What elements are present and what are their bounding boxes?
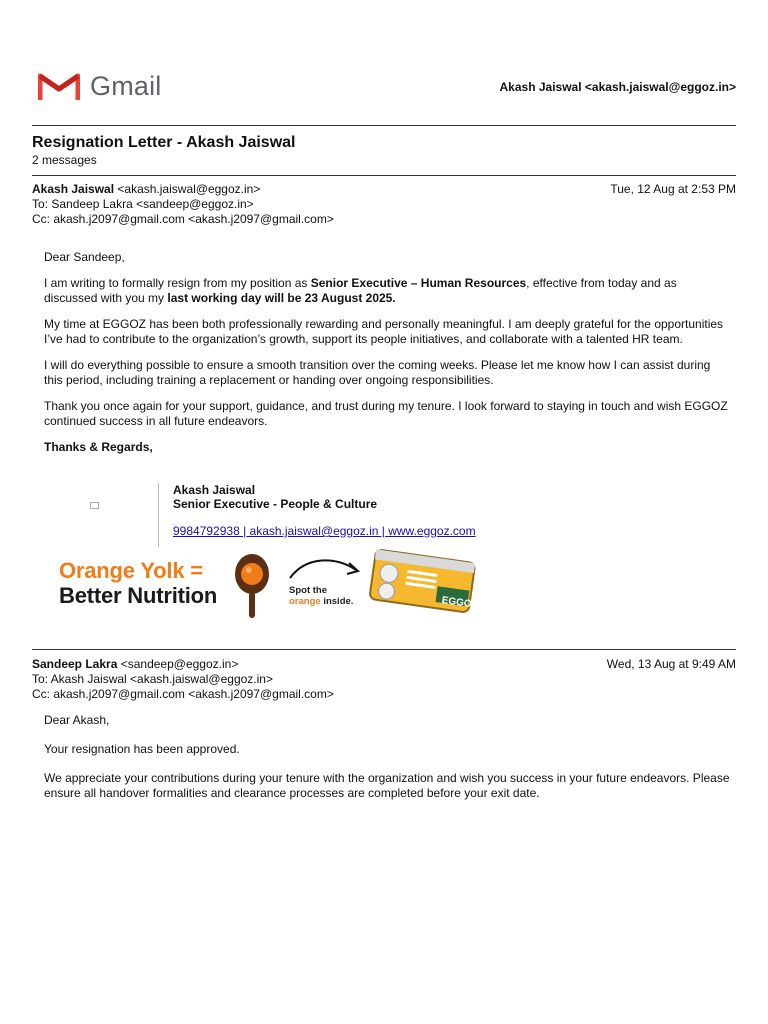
thread-message-count: 2 messages	[32, 153, 97, 167]
paragraph: Thank you once again for your support, guidance, and trust during my tenure. I look forward to staying in touch and wish EGGOZ continued success in all future endeavors.	[44, 399, 728, 428]
paragraph: My time at EGGOZ has been both professionally rewarding and personally meaningful. I am deeply grateful for the opportunities I’ve had to contribute to the organization’s growth, support its people initiatives, and collaborate with a talented HR team.	[44, 317, 724, 346]
to-line: To: Sandeep Lakra <sandeep@eggoz.in>	[32, 197, 254, 211]
sender-name: Sandeep Lakra	[32, 657, 118, 671]
sender-name: Akash Jaiswal	[32, 182, 115, 196]
gmail-header	[32, 66, 736, 110]
egg-carton-icon	[366, 548, 478, 618]
sender-email: <akash.jaiswal@eggoz.in>	[117, 182, 261, 196]
banner-line-2: Better Nutrition	[59, 583, 218, 608]
gmail-wordmark: Gmail	[90, 70, 162, 101]
greeting: Dear Sandeep,	[44, 250, 125, 264]
cc-line: Cc: akash.j2097@gmail.com <akash.j2097@gmail.com>	[32, 687, 334, 701]
greeting: Dear Akash,	[44, 713, 110, 727]
paragraph: Your resignation has been approved.	[44, 742, 240, 756]
egg-yolk-spoon-icon	[232, 550, 272, 622]
banner-headline	[59, 558, 217, 608]
message-header	[32, 182, 736, 227]
account-identity: Akash Jaiswal <akash.jaiswal@eggoz.in>	[499, 80, 736, 94]
message-date: Wed, 13 Aug at 9:49 AM	[606, 657, 736, 671]
divider	[32, 175, 736, 176]
signature-title: Senior Executive - People & Culture	[173, 497, 378, 511]
thread-subject: Resignation Letter - Akash Jaiswal	[32, 134, 296, 151]
cc-line: Cc: akash.j2097@gmail.com <akash.j2097@gmail.com>	[32, 212, 334, 226]
message-body	[44, 713, 730, 812]
position-title: Senior Executive – Human Resources	[310, 276, 527, 290]
carton-brand: EGGOZ	[441, 594, 478, 611]
paragraph: We appreciate your contributions during your tenure with the organization and wish you success in your future endeavors. Please ensure all handover formalities and clearance processes are completed before your exit date.	[44, 771, 730, 800]
gmail-logo	[38, 70, 162, 102]
paragraph: I am writing to formally resign from my position as Senior Executive – Human Resources, effective from today and as discussed with you my last working day will be 23 August 2025.	[44, 276, 677, 305]
sender	[32, 657, 238, 672]
banner-line-1: Orange Yolk =	[59, 558, 203, 583]
last-working-day: last working day will be 23 August 2025.	[167, 291, 396, 305]
signature-name: Akash Jaiswal	[173, 483, 256, 497]
divider	[32, 125, 736, 126]
promo-banner	[56, 548, 486, 620]
broken-image-icon	[90, 502, 99, 509]
sender-email: <sandeep@eggoz.in>	[120, 657, 239, 671]
gmail-m-icon	[38, 70, 80, 102]
message-header	[32, 657, 736, 702]
message-body	[44, 250, 730, 466]
spot-the-orange-text: Spot the orange inside.	[289, 585, 354, 607]
divider	[32, 649, 736, 650]
sender	[32, 182, 260, 197]
paragraph: I will do everything possible to ensure a smooth transition over the coming weeks. Please let me know how I can assist during this period, including training a replacement or handing over ongoing responsibilities.	[44, 358, 711, 387]
email-signature	[158, 483, 476, 547]
closing: Thanks & Regards,	[44, 440, 153, 454]
to-line: To: Akash Jaiswal <akash.jaiswal@eggoz.in>	[32, 672, 273, 686]
message-date: Tue, 12 Aug at 2:53 PM	[610, 182, 736, 196]
curved-arrow-icon	[286, 554, 366, 584]
signature-contact-link[interactable]: 9984792938 | akash.jaiswal@eggoz.in | www.eggoz.com	[173, 524, 476, 538]
